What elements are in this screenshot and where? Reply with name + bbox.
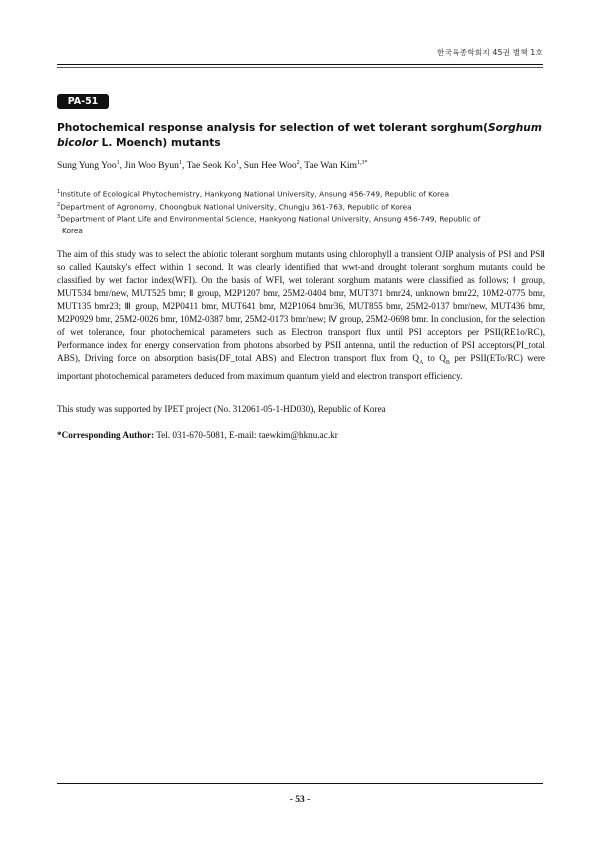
abstract-id-badge: PA-51	[57, 94, 109, 109]
title-part2: L. Moench) mutants	[97, 137, 221, 149]
footer-rule	[57, 783, 543, 784]
abstract-text: The aim of this study was to select the abiotic tolerant sorghum mutants using chlorophyll a transient OJIP analysis of PSⅠ and PSⅡ so called Kautsky's effect within 1 second. It was clearly identified that wwt-and drought tolerant sorghum mutants could be classified by wet factor index(WFI). On the basis of WFI, wet tolerant sorghum matants were classified as follows; Ⅰ group, MUT534 bmr/new, MUT525 bmr; Ⅱ group, M2P1207 bmr, 25M2-0404 bmr, MUT371 bmr24, unknown bmr22, 10M2-0775 bmr, MUT135 bmr23; Ⅲ group, M2P0411 bmr, MUT641 bmr, M2P1064 bmr36, MUT855 bmr, 25M2-0137 bmr/new, MUT436 bmr, M2P0929 bmr, 25M2-0026 bmr, 10M2-0387 bmr, 25M2-0173 bmr/new; Ⅳ group, 25M2-0698 bmr. In conclusion, for the selection of wet tolerance, four photochemical parameters such as Electron transport flux until PSI acceptors per PSII(RE1o/RC), Performance index for energy conservation from photons absorbed by PSII antenna, until the reduction of PSI acceptors(PI_total ABS), Driving force on absorption basis(DF_total ABS) and Electron transport flux from Q	[57, 249, 545, 364]
affiliation-text-cont: Korea	[62, 226, 83, 236]
paper-title	[57, 121, 549, 151]
corresponding-author	[57, 430, 547, 440]
abstract-body	[57, 248, 545, 383]
author: Jin Woo Byun	[124, 160, 179, 172]
funding-note: This study was supported by IPET project (No. 312061-05-1-HD030), Republic of Korea	[57, 404, 386, 414]
header-rule-thin	[57, 67, 543, 68]
affiliation-number: 1	[57, 189, 61, 195]
author: Sun Hee Woo	[243, 160, 297, 172]
affiliation-number: 3	[57, 214, 61, 221]
affiliation-text: Department of Agronomy, Choongbuk National University, Chungju 361-763, Republic of Korea	[60, 202, 412, 212]
author: Tae Seok Ko	[186, 160, 236, 172]
title-species-genus: Sorghum	[488, 122, 542, 134]
journal-header: 한국육종학회지 45권 별책 1호	[437, 48, 543, 57]
title-part1: Photochemical response analysis for selection of wet tolerant sorghum(	[57, 122, 489, 134]
subscript: A	[418, 360, 424, 367]
corresponding-contact: Tel. 031-670-5081, E-mail: taewkim@hknu.ac.kr	[154, 430, 338, 440]
author-affil: 1	[178, 160, 182, 166]
author-list: Sung Yung Yoo$^1$, Jin Woo Byun$^1$, Tae Seok Ko$^1$, Sun Hee Woo$^2$, Tae Wan Kim$^{1,3*}$	[57, 160, 368, 172]
author-affil: 1,3*	[357, 160, 368, 166]
abstract-text: to Q	[423, 353, 446, 364]
affiliation	[57, 200, 549, 213]
author-affil: 1	[235, 160, 239, 166]
author-affil: 2	[296, 160, 300, 166]
corresponding-label: *Corresponding Author:	[57, 430, 155, 440]
affiliation	[57, 212, 549, 236]
affiliation-number: 2	[57, 201, 61, 208]
page-number: - 53 -	[289, 795, 311, 805]
affiliation-list	[57, 187, 549, 236]
header-rule	[57, 64, 543, 65]
author: Tae Wan Kim	[304, 160, 358, 172]
affiliation	[57, 187, 549, 200]
abstract-text: per PSII(ETo/RC) were important photochemical parameters deduced from maximum quantum yield and electron transport efficiency.	[57, 353, 545, 382]
author-affil: 1	[116, 160, 120, 166]
affiliation-text: Department of Plant Life and Environmental Science, Hankyong National University, Ansung 456-749, Republic of	[60, 214, 481, 224]
author: Sung Yung Yoo	[57, 160, 117, 172]
subscript: B	[445, 360, 450, 367]
title-species-epithet: bicolor	[57, 137, 98, 149]
affiliation-text: Institute of Ecological Phytochemistry, Hankyong National University, Ansung 456-749, Republic of Korea	[60, 189, 450, 199]
